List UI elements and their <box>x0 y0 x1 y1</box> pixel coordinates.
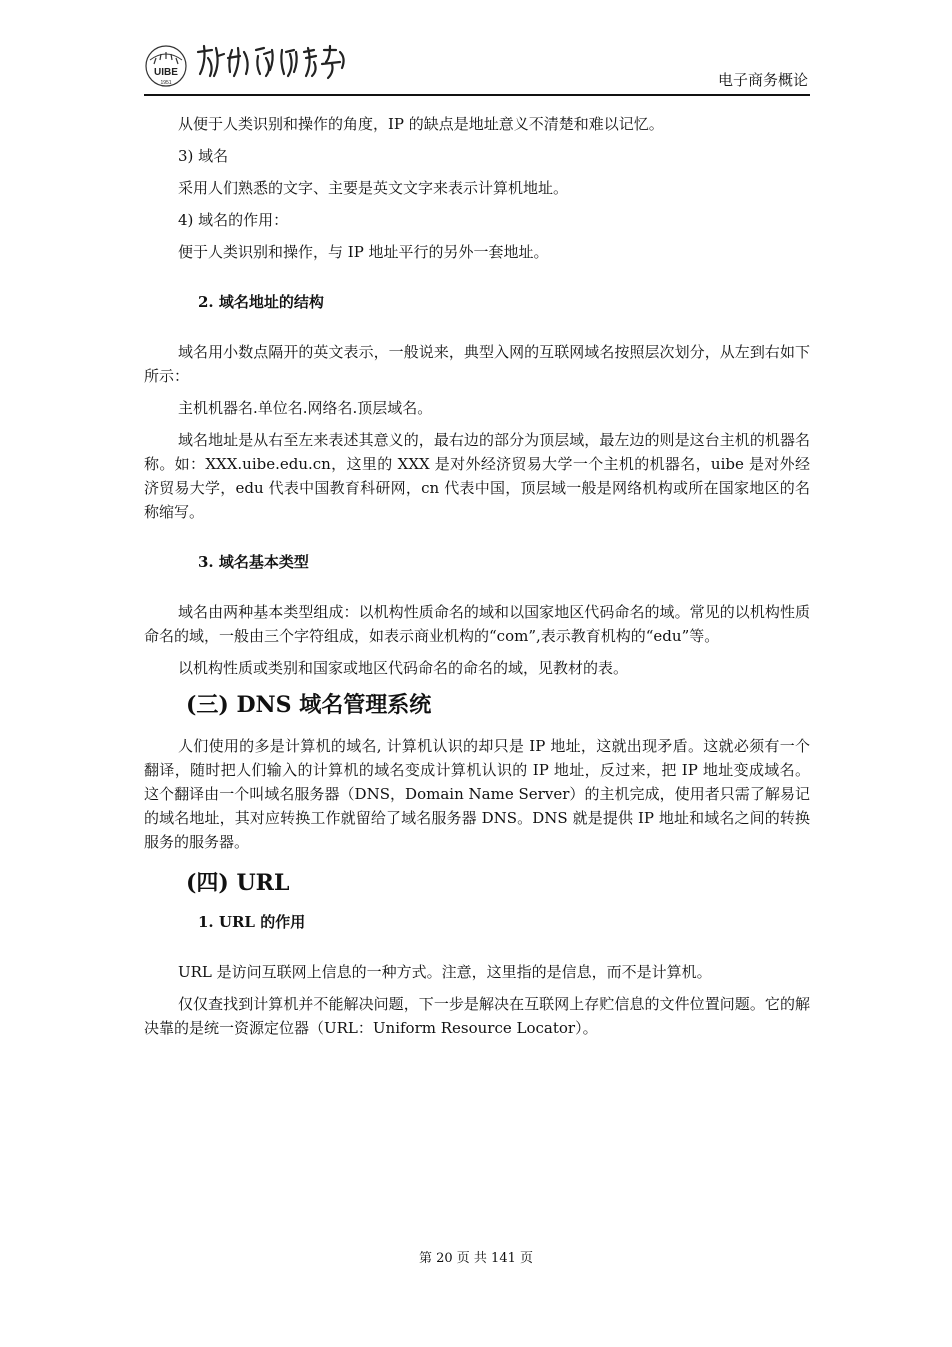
paragraph-domain-structure: 域名用小数点隔开的英文表示，一般说来，典型入网的互联网域名按照层次划分，从左到右如下所示： <box>144 343 810 385</box>
paragraph-domain-format: 主机机器名.单位名.网络名.顶层域名。 <box>178 399 433 417</box>
paragraph-ip-drawback: 从便于人类识别和操作的角度，IP 的缺点是地址意义不清楚和难以记忆。 <box>178 115 664 133</box>
section-heading-domain-structure: 2. 域名地址的结构 <box>198 293 324 311</box>
paragraph-url-locator: 仅仅查找到计算机并不能解决问题，下一步是解决在互联网上存贮信息的文件位置问题。它的解决靠的是统一资源定位器（URL：Uniform Resource Locator）。 <box>144 995 810 1037</box>
list-item-domain-purpose: 4) 域名的作用： <box>178 211 289 229</box>
paragraph-dns: 人们使用的多是计算机的域名, 计算机认识的却只是 IP 地址，这就出现矛盾。这就必须有一个翻译，随时把人们输入的计算机的域名变成计算机认识的 IP 地址，反过来，把 IP 地址变成域名。这个翻译由一个叫域名服务器（DNS，Domain Name Server）的主机完成，使用者只需了解易记的域名地址，其对应转换工作就留给了域名服务器 DNS。DNS 就是提供 IP 地址和域名之间的转换服务的服务器。 <box>144 737 810 851</box>
list-item-domain: 3) 域名 <box>178 147 229 165</box>
logo-text: UIBE <box>154 67 178 78</box>
university-logo-icon <box>144 44 188 88</box>
paragraph-domain-purpose: 便于人类识别和操作，与 IP 地址平行的另外一套地址。 <box>178 243 549 261</box>
chapter-heading-url: (四) URL <box>186 870 290 896</box>
page-header <box>144 40 810 96</box>
paragraph-domain-table-ref: 以机构性质或类别和国家或地区代码命名的命名的域，见教材的表。 <box>178 659 629 677</box>
page-content <box>144 112 810 1040</box>
paragraph-domain-example: 域名地址是从右至左来表述其意义的，最右边的部分为顶层域，最左边的则是这台主机的机器名称。如：XXX.uibe.edu.cn，这里的 XXX 是对外经济贸易大学一个主机的机器名，uibe 是对外经济贸易大学，edu 代表中国教育科研网，cn 代表中国，顶层域一般是网络机构或所在国家地区的名称缩写。 <box>144 431 810 521</box>
university-calligraphy-logo <box>194 44 354 80</box>
logo-year: 1951 <box>160 80 172 86</box>
paragraph-domain-types: 域名由两种基本类型组成：以机构性质命名的域和以国家地区代码命名的域。常见的以机构性质命名的域，一般由三个字符组成，如表示商业机构的“com”,表示教育机构的“edu”等。 <box>144 603 810 645</box>
paragraph-domain-definition: 采用人们熟悉的文字、主要是英文文字来表示计算机地址。 <box>178 179 569 197</box>
section-heading-domain-types: 3. 域名基本类型 <box>198 553 309 571</box>
paragraph-url-definition: URL 是访问互联网上信息的一种方式。注意，这里指的是信息，而不是计算机。 <box>178 963 712 981</box>
page-footer: 第 20 页 共 141 页 <box>418 1251 534 1266</box>
chapter-heading-dns: (三) DNS 域名管理系统 <box>186 692 432 718</box>
section-heading-url-purpose: 1. URL 的作用 <box>198 913 306 931</box>
course-title: 电子商务概论 <box>717 71 808 89</box>
